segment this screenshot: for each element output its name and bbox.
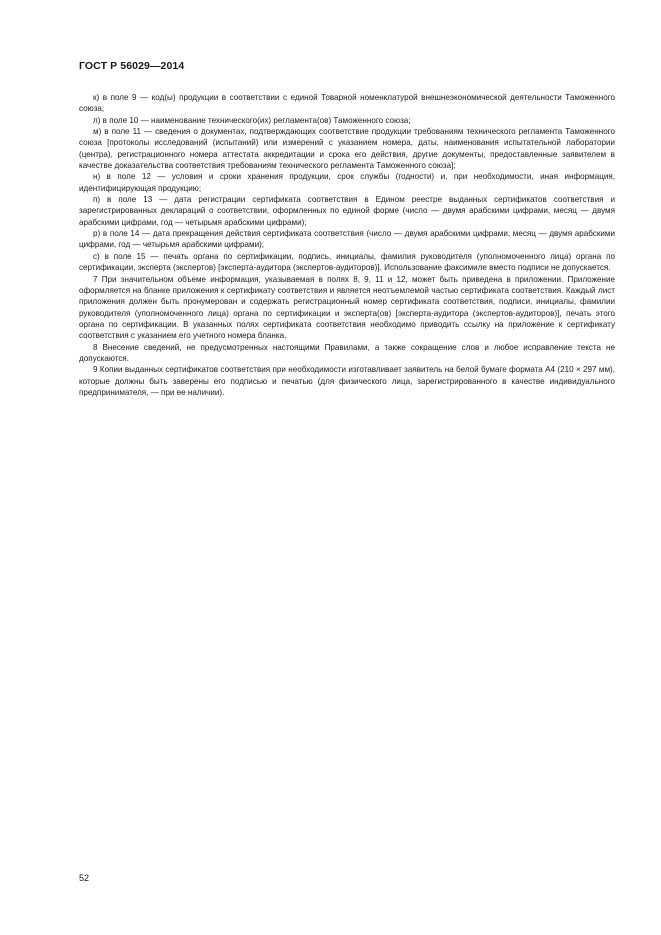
document-body: [79, 92, 615, 398]
paragraph-s: с) в поле 15 — печать органа по сертификации, подпись, инициалы, фамилия руководителя (уполномоченного лица) органа по сертификации, эксперта (экспертов) [эксперта-аудитора (экспертов-аудиторов)]. Использование факсимиле вместо подписи не допускается.: [79, 251, 615, 273]
paragraph-8: 8 Внесение сведений, не предусмотренных настоящими Правилами, а также сокращение слов и любое исправление текста не допускаются.: [79, 342, 615, 363]
paragraph-l: л) в поле 10 — наименование технического(их) регламента(ов) Таможенного союза;: [93, 115, 411, 125]
paragraph-k: к) в поле 9 — код(ы) продукции в соответствии с единой Товарной номенклатурой внешнеэкономической деятельности Таможенного союза;: [79, 93, 615, 114]
paragraph-n: н) в поле 12 — условия и сроки хранения продукции, срок службы (годности) и, при необходимости, иная информация, идентифицирующая продукцию;: [79, 172, 615, 193]
paragraph-7: 7 При значительном объеме информация, указываемая в полях 8, 9, 11 и 12, может быть приведена в приложении. Приложение оформляется на бланке приложения к сертификату соответствия и является неотъемлемой частью сертификата соответствия. Каждый лист приложения должен быть пронумерован и содержать регистрационный номер сертификата соответствия, подписи, инициалы, фамилии руководителя (уполномоченного лица) органа по сертификации и эксперта(ов) [эксперта-аудитора (экспертов-аудиторов)], печать этого органа по сертификации. В указанных полях сертификата соответствия необходимо приводить ссылку на приложение к сертификату соответствия с указанием его учетного номера бланка.: [79, 274, 615, 341]
paragraph-r: р) в поле 14 — дата прекращения действия сертификата соответствия (число — двумя арабскими цифрами, месяц — двумя арабскими цифрами, год — четырьмя арабскими цифрами);: [79, 229, 615, 250]
page-number: 52: [79, 873, 90, 883]
paragraph-m: м) в поле 11 — сведения о документах, подтверждающих соответствие продукции требованиям технического регламента Таможенного союза [протоколы исследований (испытаний) или измерений с указанием номера, даты, наименования испытательной лаборатории (центра), регистрационного номера аттестата аккредитации и срока его действия, другие документы, предоставленные заявителем в качестве доказательства соответствия требованиям технического регламента Таможенного союза];: [79, 127, 615, 171]
paragraph-9: 9 Копии выданных сертификатов соответствия при необходимости изготавливает заявитель на белой бумаге формата А4 (210 × 297 мм), которые должны быть заверены его подписью и печатью (для физического лица, зарегистрированного в качестве индивидуального предпринимателя, — при ее наличии).: [79, 365, 615, 397]
paragraph-p: п) в поле 13 — дата регистрации сертификата соответствия в Едином реестре выданных сертификатов соответствия и зарегистрированных деклараций о соответствии, оформленных по единой форме (число — двумя арабскими цифрами, месяц — двумя арабскими цифрами, год — четырьмя арабскими цифрами);: [79, 195, 615, 227]
document-header: ГОСТ Р 56029—2014: [79, 60, 185, 72]
